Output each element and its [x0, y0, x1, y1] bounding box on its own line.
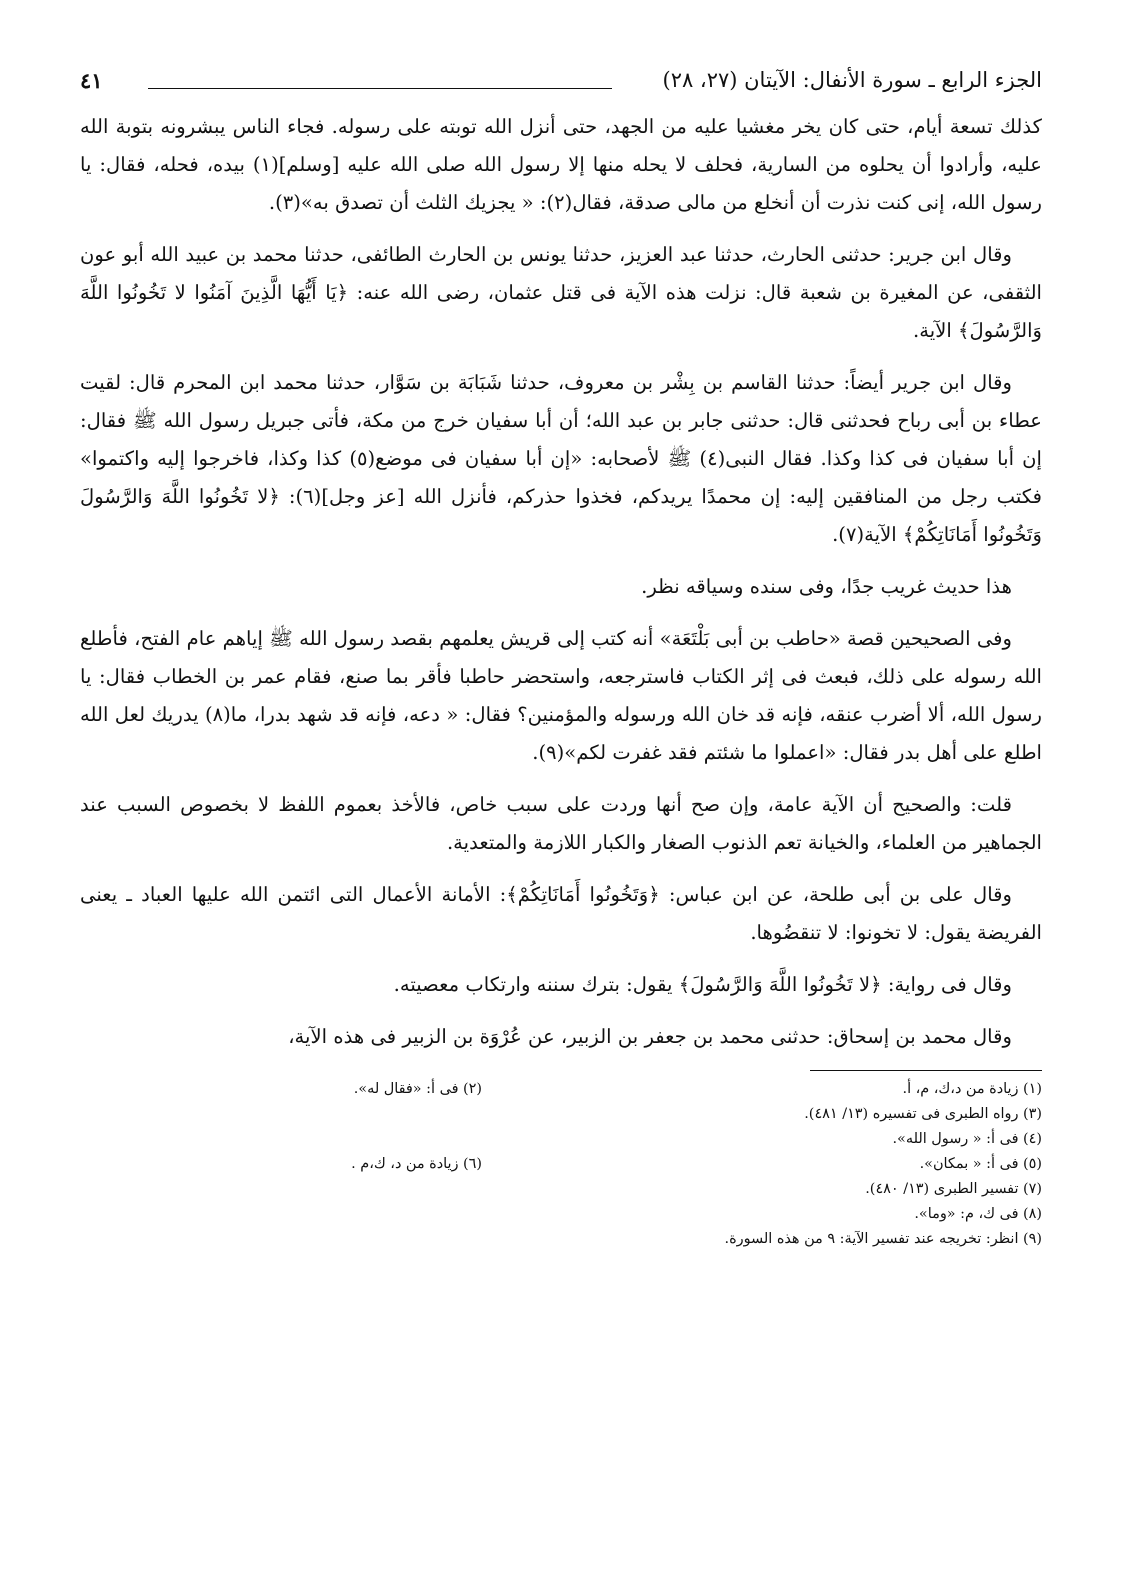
footnote: (٤) فى أ: « رسول الله». — [892, 1131, 1042, 1147]
paragraph: وفى الصحيحين قصة «حاطب بن أبى بَلْتَعَة» أنه كتب إلى قريش يعلمهم بقصد رسول الله ﷺ إياهم عام الفتح، فأطلع الله رسوله على ذلك، فبعث فى إثر الكتاب فاسترجعه، واستحضر حاطبا فأقر بما صنع، فقام عمر بن الخطاب فقال: يا رسول الله، ألا أضرب عنقه، فإنه قد خان الله ورسوله والمؤمنين؟ فقال: « دعه، فإنه قد شهد بدرا، ما(٨) يدريك لعل الله اطلع على أهل بدر فقال: «اعملوا ما شئتم فقد غفرت لكم»(٩). — [80, 627, 1042, 764]
paragraph: وقال ابن جرير أيضاً: حدثنا القاسم بن بِشْر بن معروف، حدثنا شَبَابَة بن سَوَّار، حدثنا محمد ابن المحرم قال: لقيت عطاء بن أبى رباح فحدثنى قال: حدثنى جابر بن عبد الله؛ أن أبا سفيان خرج من مكة، فأتى جبريل رسول الله ﷺ فقال: إن أبا سفيان فى كذا وكذا. فقال النبى(٤) ﷺ لأصحابه: «إن أبا سفيان فى موضع(٥) كذا وكذا، فاخرجوا إليه واكتموا» فكتب رجل من المنافقين إليه: إن محمدًا يريدكم، فخذوا حذركم، فأنزل الله [عز وجل](٦): ﴿لا تَخُونُوا اللَّهَ وَالرَّسُولَ وَتَخُونُوا أَمَانَاتِكُمْ﴾ الآية(٧). — [80, 371, 1043, 546]
paragraph: وقال على بن أبى طلحة، عن ابن عباس: ﴿وَتَخُونُوا أَمَانَاتِكُمْ﴾: الأمانة الأعمال التى ائتمن الله عليها العباد ـ يعنى الفريضة يقول: لا تخونوا: لا تنقضُوها. — [80, 883, 1042, 944]
footnote: (١) زيادة من د،ك، م، أ. — [902, 1081, 1042, 1097]
footnote: (٩) انظر: تخريجه عند تفسير الآية: ٩ من هذه السورة. — [724, 1231, 1042, 1247]
footnotes-left-column — [82, 1077, 482, 1177]
footnote: (٣) رواه الطبرى فى تفسيره (١٣/ ٤٨١). — [804, 1106, 1042, 1122]
paragraph: قلت: والصحيح أن الآية عامة، وإن صح أنها وردت على سبب خاص، فالأخذ بعموم اللفظ لا بخصوص السبب عند الجماهير من العلماء، والخيانة تعم الذنوب الصغار والكبار اللازمة والمتعدية. — [80, 793, 1042, 854]
main-text — [80, 108, 1042, 1056]
page-header — [80, 60, 1042, 100]
paragraph: كذلك تسعة أيام، حتى كان يخر مغشيا عليه من الجهد، حتى أنزل الله توبته على رسوله. فجاء الناس يبشرونه بتوبة الله عليه، وأرادوا أن يحلوه من السارية، فحلف لا يحله منها إلا رسول الله صلى الله عليه [وسلم](١) بيده، فحله، فقال: يا رسول الله، إنى كنت نذرت أن أنخلع من مالى صدقة، فقال(٢): « يجزيك الثلث أن تصدق به»(٣). — [80, 115, 1042, 214]
footnote-rule — [810, 1070, 1042, 1071]
footnote: (٧) تفسير الطبرى (١٣/ ٤٨٠). — [865, 1181, 1042, 1197]
footnote: (٢) فى أ: «فقال له». — [353, 1081, 482, 1097]
page-number: ٤١ — [80, 68, 103, 93]
running-title: الجزء الرابع ـ سورة الأنفال: الآيتان (٢٧، ٢٨) — [662, 68, 1042, 92]
footnote: (٨) فى ك، م: «وما». — [914, 1206, 1042, 1222]
footnote: (٥) فى أ: « بمكان». — [919, 1156, 1042, 1172]
paragraph: وقال ابن جرير: حدثنى الحارث، حدثنا عبد العزيز، حدثنا يونس بن الحارث الطائفى، حدثنا محمد بن عبيد الله أبو عون الثقفى، عن المغيرة بن شعبة قال: نزلت هذه الآية فى قتل عثمان، رضى الله عنه: ﴿يَا أَيُّهَا الَّذِينَ آمَنُوا لا تَخُونُوا اللَّهَ وَالرَّسُولَ﴾ الآية. — [80, 243, 1042, 342]
footnote-spacer — [82, 1127, 482, 1152]
header-rule — [148, 88, 612, 89]
paragraph: هذا حديث غريب جدًا، وفى سنده وسياقه نظر. — [641, 575, 1012, 598]
footnotes — [80, 1077, 1042, 1277]
footnote-spacer — [82, 1102, 482, 1127]
document-page — [80, 60, 1042, 1277]
footnotes-right-column — [522, 1077, 1042, 1252]
paragraph: وقال فى رواية: ﴿لا تَخُونُوا اللَّهَ وَالرَّسُولَ﴾ يقول: بترك سننه وارتكاب معصيته. — [393, 973, 1012, 996]
footnote: (٦) زيادة من د، ك،م . — [351, 1156, 482, 1172]
paragraph: وقال محمد بن إسحاق: حدثنى محمد بن جعفر بن الزبير، عن عُرْوَة بن الزبير فى هذه الآية، — [288, 1025, 1012, 1048]
